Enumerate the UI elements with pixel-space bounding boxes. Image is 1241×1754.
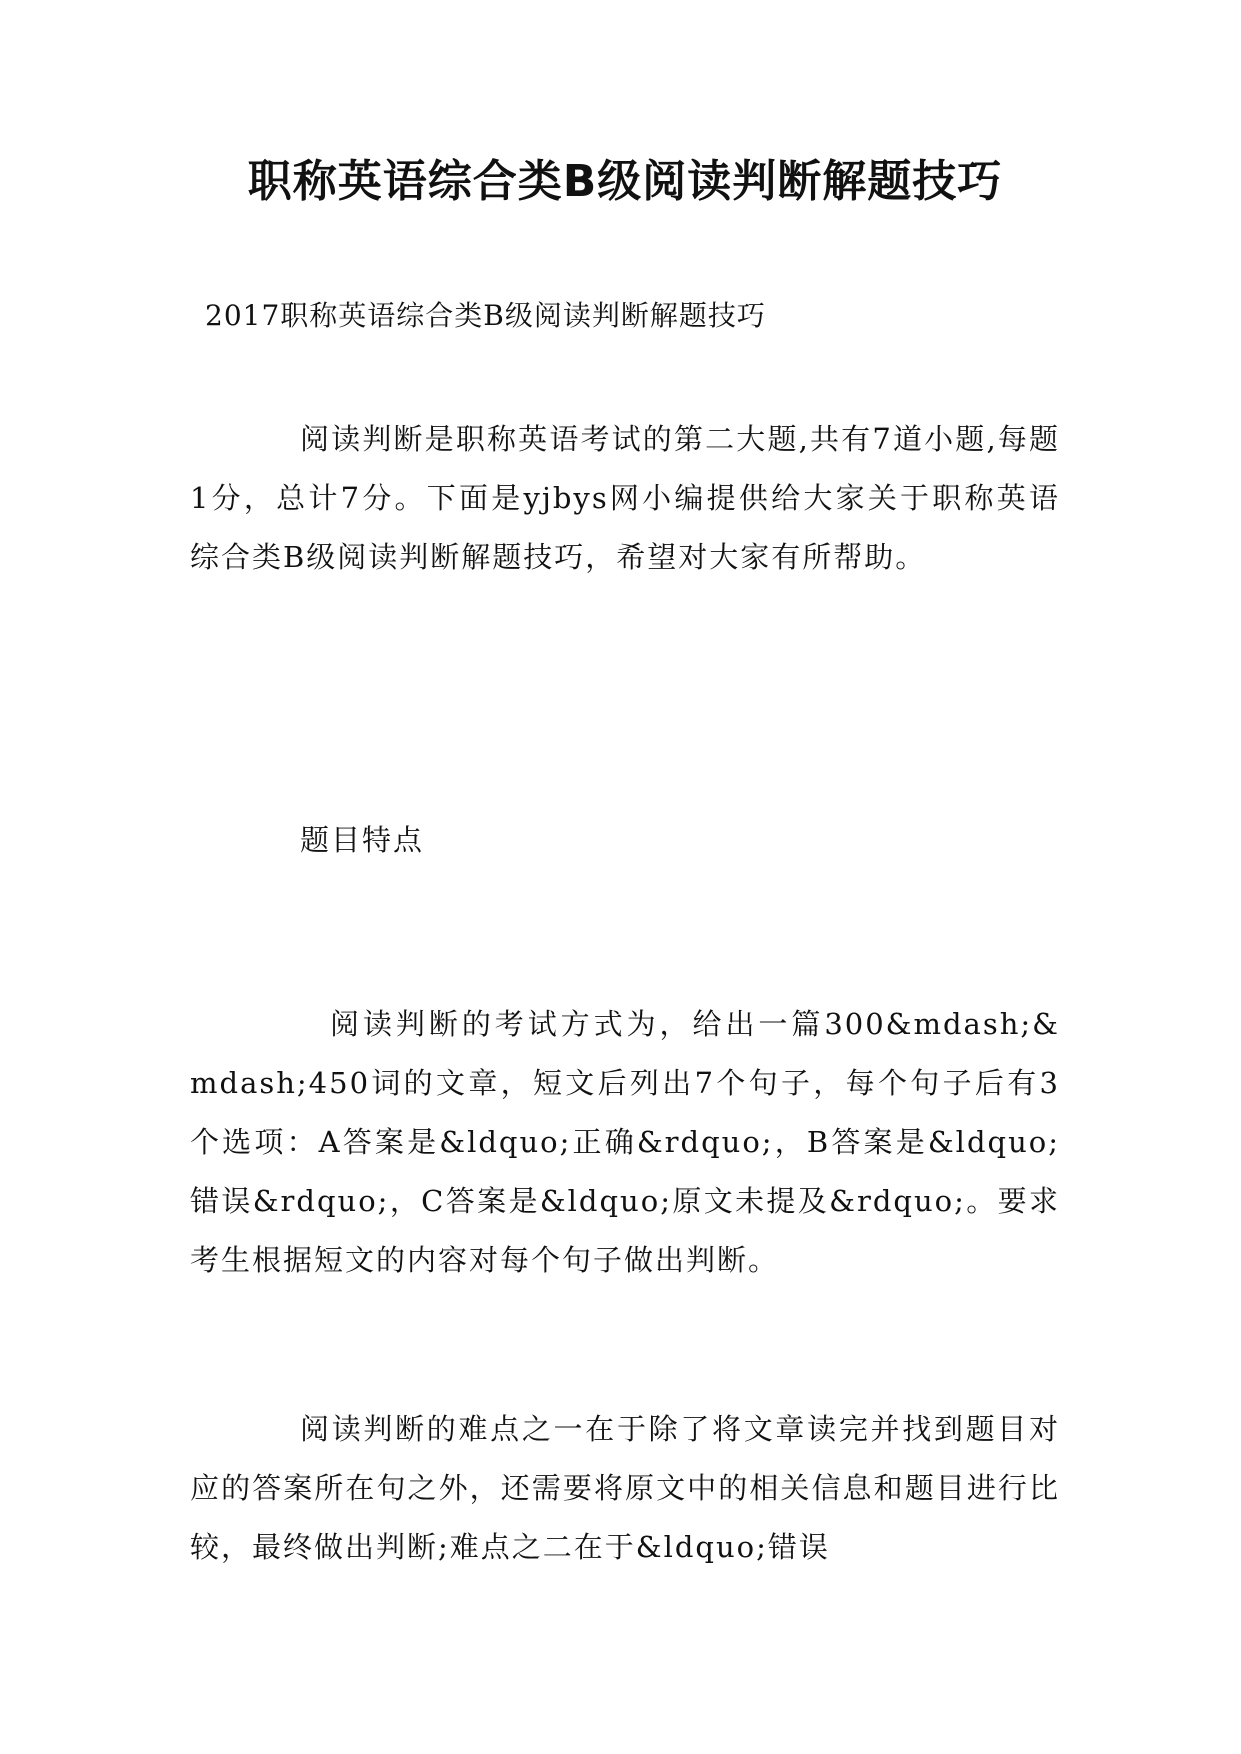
document-title: 职称英语综合类B级阅读判断解题技巧 [247, 156, 1003, 207]
format-paragraph: 阅读判断的考试方式为，给出一篇300&mdash;&mdash;450词的文章，短文后列出7个句子，每个句子后有3个选项：A答案是&ldquo;正确&rdquo;，B答案是&ldquo;错误&rdquo;，C答案是&ldquo;原文未提及&rdquo;。要求考生根据短文的内容对每个句子做出判断。 [190, 1007, 1060, 1277]
document-subtitle: 2017职称英语综合类B级阅读判断解题技巧 [205, 299, 766, 332]
intro-paragraph: 阅读判断是职称英语考试的第二大题,共有7道小题,每题1分，总计7分。下面是yjbys网小编提供给大家关于职称英语综合类B级阅读判断解题技巧，希望对大家有所帮助。 [190, 422, 1060, 574]
difficulty-paragraph: 阅读判断的难点之一在于除了将文章读完并找到题目对应的答案所在句之外，还需要将原文中的相关信息和题目进行比较，最终做出判断;难点之二在于&ldquo;错误 [190, 1412, 1060, 1564]
section-heading: 题目特点 [300, 823, 425, 857]
